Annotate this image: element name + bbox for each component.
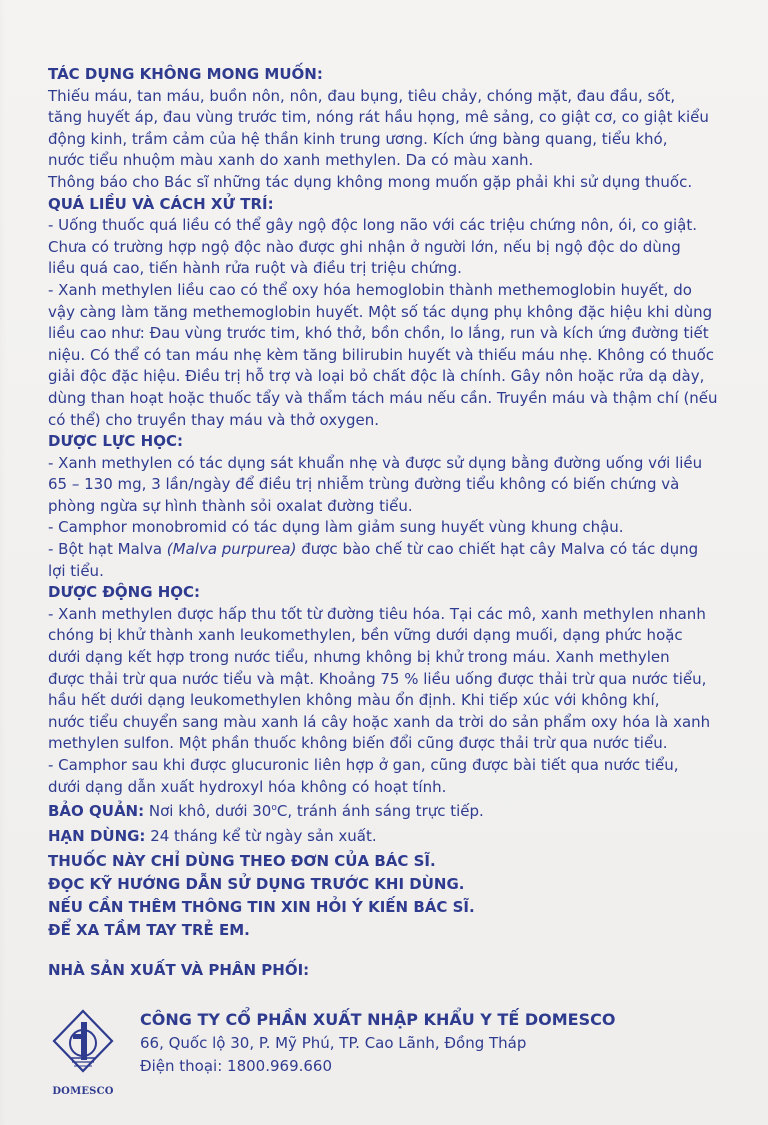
- warning-read-instructions: ĐỌC KỸ HƯỚNG DẪN SỬ DỤNG TRƯỚC KHI DÙNG.: [48, 875, 465, 894]
- text-line: Chưa có trường hợp ngộ độc nào được ghi nhận ở người lớn, nếu bị ngộ độc do dùng: [48, 237, 681, 256]
- text-line: - Xanh methylen liều cao có thể oxy hóa hemoglobin thành methemoglobin huyết, do: [48, 280, 692, 299]
- warning-keep-away-children: ĐỂ XA TẦM TAY TRẺ EM.: [48, 921, 250, 940]
- malva-text-pre: - Bột hạt Malva: [48, 540, 167, 559]
- malva-text-post: được bào chế từ cao chiết hạt cây Malva có tác dụng: [296, 540, 699, 559]
- warning-prescription: THUỐC NÀY CHỈ DÙNG THEO ĐƠN CỦA BÁC SĨ.: [48, 852, 436, 871]
- text-line: phòng ngừa sự hình thành sỏi oxalat đường tiểu.: [48, 496, 413, 515]
- text-line: động kinh, trầm cảm của hệ thần kinh trung ương. Kích ứng bàng quang, tiểu khó,: [48, 129, 668, 148]
- logo-wordmark: DOMESCO: [52, 1086, 114, 1097]
- text-line: dưới dạng kết hợp trong nước tiểu, nhưng không bị khử trong máu. Xanh methylen: [48, 648, 670, 667]
- company-name: CÔNG TY CỔ PHẦN XUẤT NHẬP KHẨU Y TẾ DOMESCO: [140, 1010, 616, 1029]
- text-line: - Xanh methylen có tác dụng sát khuẩn nhẹ và được sử dụng bằng đường uống với liều: [48, 453, 703, 472]
- text-line: nước tiểu nhuộm màu xanh do xanh methylen. Da có màu xanh.: [48, 151, 534, 170]
- malva-latin-name: (Malva purpurea): [166, 540, 297, 559]
- text-line: - Xanh methylen được hấp thu tốt từ đường tiêu hóa. Tại các mô, xanh methylen nhanh: [48, 604, 706, 623]
- text-line: được thải trừ qua nước tiểu và mật. Khoảng 75 % liều uống được thải trừ qua nước tiểu,: [48, 669, 707, 688]
- text-line: - Camphor sau khi được glucuronic liên hợp ở gan, cũng được bài tiết qua nước tiểu,: [48, 756, 679, 774]
- text-line: - Uống thuốc quá liều có thể gây ngộ độc long não với các triệu chứng nôn, ói, co giật.: [48, 216, 698, 235]
- pharmacodynamics-heading: DƯỢC LỰC HỌC:: [48, 432, 183, 451]
- storage-line: [48, 798, 738, 823]
- text-line: Thông báo cho Bác sĩ những tác dụng không mong muốn gặp phải khi sử dụng thuốc.: [48, 172, 693, 191]
- degree-mark: o: [271, 803, 277, 814]
- text-line: dùng than hoạt hoặc thuốc tẩy và thẩm tách máu nếu cần. Truyền máu và thậm chí (nếu: [48, 388, 718, 407]
- company-info: [140, 1008, 615, 1078]
- warning-ask-doctor: NẾU CẦN THÊM THÔNG TIN XIN HỎI Ý KIẾN BÁC SĨ.: [48, 898, 475, 917]
- storage-text-post: C, tránh ánh sáng trực tiếp.: [276, 802, 484, 821]
- pharmacodynamics-body: [48, 453, 738, 583]
- warnings-block: [48, 850, 738, 942]
- text-line: methylen sulfon. Một phần thuốc không biến đổi cũng được thải trừ qua nước tiểu.: [48, 734, 668, 753]
- text-line: chóng bị khử thành xanh leukomethylen, bền vững dưới dạng muối, dạng phức hoặc: [48, 626, 683, 645]
- overdose-body: [48, 215, 738, 431]
- leaflet-content: [48, 64, 738, 982]
- text-line: - Camphor monobromid có tác dụng làm giảm sung huyết vùng khung chậu.: [48, 518, 624, 537]
- company-address: 66, Quốc lộ 30, P. Mỹ Phú, TP. Cao Lãnh, Đồng Tháp: [140, 1034, 527, 1052]
- expiry-line: [48, 826, 738, 848]
- storage-label: BẢO QUẢN:: [48, 802, 145, 821]
- domesco-logo: [48, 1008, 118, 1108]
- text-line: dưới dạng dẫn xuất hydroxyl hóa không có hoạt tính.: [48, 777, 447, 796]
- domesco-logo-icon: [48, 1008, 118, 1086]
- company-phone: Điện thoại: 1800.969.660: [140, 1057, 333, 1075]
- text-line: có thể) cho truyền thay máu và thở oxygen.: [48, 410, 380, 429]
- text-line: liều cao như: Đau vùng trước tim, khó thở, bồn chồn, lo lắng, run và kích ứng đường tiết: [48, 324, 709, 343]
- pharmacokinetics-heading: DƯỢC ĐỘNG HỌC:: [48, 583, 201, 602]
- text-line: hầu hết dưới dạng leukomethylen không màu ổn định. Khi tiếp xúc với không khí,: [48, 691, 660, 710]
- manufacturer-block: [48, 1008, 738, 1108]
- malva-line: [48, 539, 738, 561]
- expiry-text: 24 tháng kể từ ngày sản xuất.: [145, 826, 377, 845]
- manufacturer-heading: NHÀ SẢN XUẤT VÀ PHÂN PHỐI:: [48, 961, 310, 980]
- text-line: 65 – 130 mg, 3 lần/ngày để điều trị nhiễm trùng đường tiểu không có biến chứng và: [48, 475, 680, 494]
- pharmacokinetics-body: [48, 604, 738, 798]
- text-line: niệu. Có thể có tan máu nhẹ kèm tăng bilirubin huyết và thiếu máu nhẹ. Không có thuốc: [48, 345, 715, 364]
- text-line: vậy càng làm tăng methemoglobin huyết. Một số tác dụng phụ không đặc hiệu khi dùng: [48, 302, 713, 321]
- storage-text-pre: Nơi khô, dưới 30: [144, 802, 272, 821]
- text-line: nước tiểu chuyển sang màu xanh lá cây hoặc xanh da trời do sản phẩm oxy hóa là xanh: [48, 712, 711, 731]
- text-line: Thiếu máu, tan máu, buồn nôn, nôn, đau bụng, tiêu chảy, chóng mặt, đau đầu, sốt,: [48, 86, 676, 105]
- text-line: giải độc đặc hiệu. Điều trị hỗ trợ và loại bỏ chất độc là chính. Gây nôn hoặc rửa dạ dày,: [48, 367, 705, 386]
- overdose-heading: QUÁ LIỀU VÀ CÁCH XỬ TRÍ:: [48, 194, 274, 213]
- side-effects-body: [48, 86, 738, 194]
- text-line: tăng huyết áp, đau vùng trước tim, nóng rát hầu họng, mê sảng, co giật cơ, co giật kiểu: [48, 108, 709, 127]
- expiry-label: HẠN DÙNG:: [48, 826, 146, 845]
- text-line: lợi tiểu.: [48, 561, 104, 580]
- side-effects-heading: TÁC DỤNG KHÔNG MONG MUỐN:: [48, 65, 323, 83]
- text-line: liều quá cao, tiến hành rửa ruột và điều trị triệu chứng.: [48, 259, 462, 278]
